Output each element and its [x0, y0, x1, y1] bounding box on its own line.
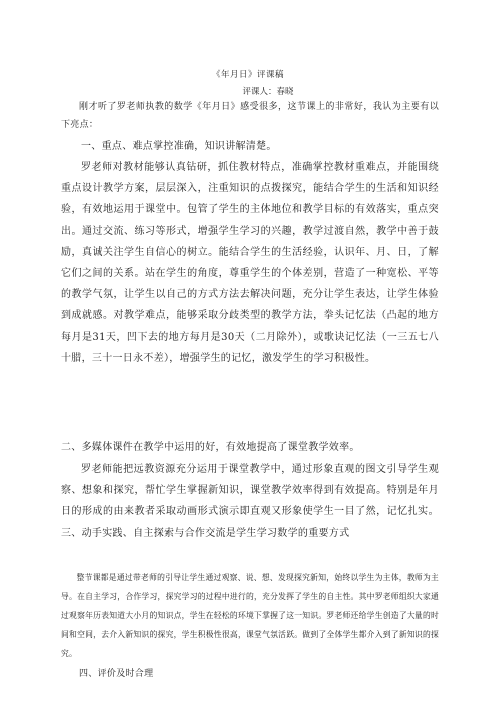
- point-2-body: 罗老师能把远教资源充分运用于课堂教学中，通过形象直观的图文引导学生观察、想象和探究，帮忙学生掌握新知识，课堂教学效率得到有效提高。特别是年月日的形成的由来教者采取动画形式演示即直观又形象使学生一目了然，记忆扎实。三、动手实践、自主探索与合作交流是学生学习数学的重要方式: [61, 464, 439, 539]
- intro-paragraph: 刚才听了罗老师执教的数学《年月日》感受很多，这节课上的非常好，我认为主要有以下亮点：: [61, 102, 439, 130]
- point-1-heading: 一、重点、难点掌控准确，知识讲解清楚。: [81, 141, 277, 152]
- point-4-heading: 四、评价及时合理: [79, 669, 154, 679]
- document-title: 《年月日》评课稿: [211, 70, 284, 80]
- point-2-heading: 二、多媒体课件在教学中运用的好，有效地提高了课堂教学效率。: [61, 442, 360, 453]
- reviewer-line: 评课人：春晓: [242, 87, 294, 97]
- point-3-body: 整节课都是通过带老师的引导让学生通过观察、说、想、发现探究新知，始终以学生为主体，教师为主导。在自主学习，合作学习，探究学习的过程中进行的，充分发挥了学生的自主性。其中罗老师组织大家通过观察年历表知道大小月的知识点，学生在轻松的环境下掌握了这一知识。罗老师还给学生创造了大量的时间和空间，去介入新知识的探究，学生积极性很高，课堂气氛活跃。做到了全体学生都介入到了新知识的探究。: [61, 573, 439, 658]
- point-1-body: 罗老师对教材能够认真钻研，抓住教材特点，准确掌控教材重难点，并能围绕重点设计教学方案，层层深入，注重知识的点拨探究，能结合学生的生活和知识经验，有效地运用于课堂中。包管了学生的主体地位和教学目标的有效落实，重点突出。通过交流、练习等形式，增强学生学习的兴趣，教学过渡自然，教学中善于鼓励，真诚关注学生自信心的树立。能结合学生的生活经验，认识年、月、日，了解它们之间的关系。站在学生的角度，尊重学生的个体差别，营造了一种宽松、平等的教学气氛，让学生以自己的方式方法去解决问题，充分让学生表达，让学生体验到成就感。对教学难点，能够采取分歧类型的教学方法，拳头记忆法（凸起的地方每月是31天，凹下去的地方每月是30天（二月除外），或歌诀记忆法（一三五七八十腊，三十一日永不差），增强学生的记忆，激发学生的学习积极性。: [61, 162, 439, 364]
